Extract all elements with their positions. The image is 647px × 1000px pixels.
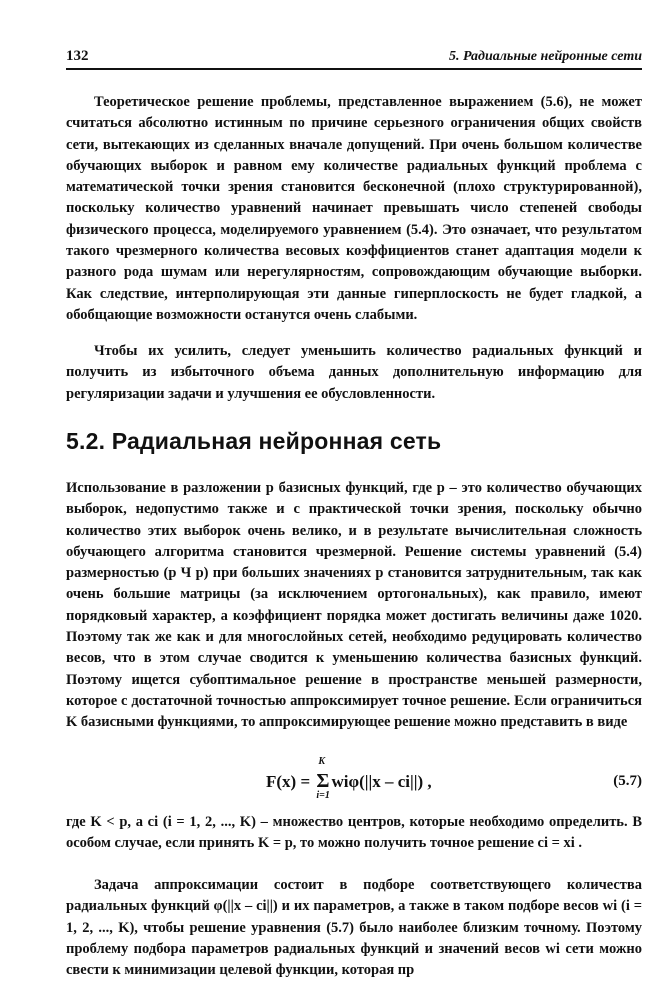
equation-rhs: wiφ(||x – ci||) , [331, 772, 432, 791]
page-header [66, 44, 642, 66]
header-rule [66, 68, 642, 70]
equation-formula [266, 756, 432, 801]
page-number: 132 [66, 48, 89, 64]
paragraph-improve-generalization: Чтобы их усилить, следует уменьшить количество радиальных функций и получить из избыточного объема данных дополнительную информацию для регуляризации задачи и улучшения ее обусловленности. [66, 343, 642, 402]
running-title: 5. Радиальные нейронные сети [448, 49, 642, 64]
paragraph-basis-functions: Использование в разложении p базисных функций, где p – это количество обучающих выборок, недопустимо также и с практической точки зрения, поскольку обычно количество этих выборок очень велико, и в результате вычислительная сложность обучающего алгоритма становится чрезмерной. Решение системы уравнений (5.4) размерностью (p Ч p) при больших значениях p становится затруднительным, так как очень большие матрицы (за исключением ортогональных), как правило, имеют порядковый характер, а коэффициент порядка может достигать величины даже 1020. Поэтому так же как и для многослойных сетей, необходимо редуцировать количество весов, что в этом случае сводится к уменьшению количества базисных функций. Поэтому ищется субоптимальное решение в пространстве меньшей размерности, которое с достаточной точностью аппроксимирует точное решение. Если ограничиться K базисными функциями, то аппроксимирующее решение можно представить в виде [66, 480, 642, 731]
summation-symbol [316, 756, 330, 801]
section-heading: 5.2. Радиальная нейронная сеть [66, 428, 442, 454]
equation-5-7 [66, 755, 642, 805]
summation-lower-limit: i=1 [316, 790, 330, 801]
equation-number: (5.7) [613, 773, 642, 789]
paragraph-centers: где K < p, а ci (i = 1, 2, ..., K) – множество центров, которые необходимо определить. В особом случае, если принять K = p, то можно получить точное решение ci = xi . [66, 814, 642, 852]
paragraph-theoretical-solution: Теоретическое решение проблемы, представленное выражением (5.6), не может считаться абсолютно истинным по причине серьезного ограничения общих свойств сети, вытекающих из сделанных вначале допущений. При очень большом количестве обучающих выборок и равном ему количестве радиальных функций проблема с математической точки зрения становится бесконечной (плохо структурированной), поскольку количество уравнений начинает превышать число степеней свободы физического процесса, моделируемого уравнением (5.4). Это означает, что результатом такого чрезмерного количества весовых коэффициентов станет адаптация модели к разного рода шумам или нерегулярностям, сопровождающим обучающие выборки. Как следствие, интерполирующая эти данные гиперплоскость не будет гладкой, а обобщающие возможности останутся очень слабыми. [66, 94, 642, 323]
equation-lhs: F(x) = [266, 772, 315, 791]
paragraph-approximation-task: Задача аппроксимации состоит в подборе соответствующего количества радиальных функций φ(||x – ci||) и их параметров, а также в таком подборе весов wi (i = 1, 2, ..., K), чтобы решение уравнения (5.7) было наиболее близким точному. Поэтому проблему подбора параметров радиальных функций и значений весов wi сети можно свести к минимизации целевой функции, которая пр [66, 877, 642, 979]
summation-upper-limit: K [318, 756, 326, 767]
summation-sigma: Σ [316, 770, 330, 792]
